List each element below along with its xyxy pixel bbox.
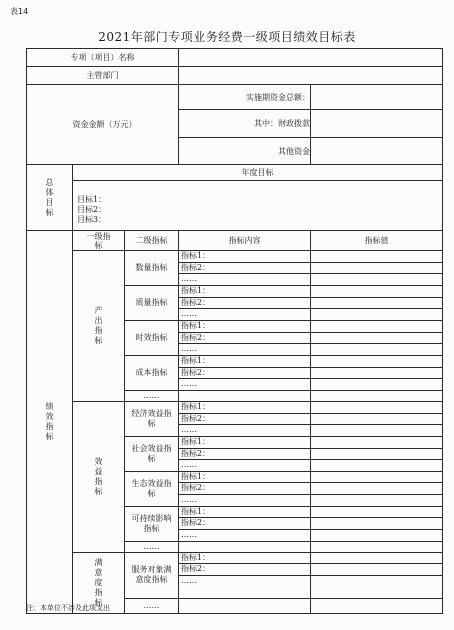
indicator-value-cell bbox=[311, 471, 443, 506]
indicator-content-line: 指标2： bbox=[179, 564, 310, 576]
indicator-content-line: …… bbox=[181, 576, 197, 586]
level2-header: 二级指标 bbox=[125, 231, 179, 251]
indicator-value-line bbox=[311, 391, 442, 401]
indicator-content-line: 指标1： bbox=[179, 437, 310, 449]
indicator-content-cell bbox=[179, 599, 311, 614]
level2-cell: …… bbox=[125, 541, 179, 552]
indicator-value-line bbox=[311, 483, 442, 495]
indicator-value-line bbox=[311, 368, 442, 380]
indicator-content-line: …… bbox=[181, 460, 197, 470]
funds-fiscal-label: 其中：财政拨款 bbox=[179, 110, 311, 138]
indicator-content-line: 指标2： bbox=[179, 298, 310, 310]
indicator-content-cell bbox=[179, 552, 311, 598]
indicator-content-line: 指标2： bbox=[179, 368, 310, 380]
level1-header: 一级指标 bbox=[73, 231, 125, 251]
indicator-value-line bbox=[311, 414, 442, 426]
indicator-value-line bbox=[311, 274, 442, 285]
indicator-value-line bbox=[311, 518, 442, 530]
project-name-value bbox=[179, 49, 443, 67]
level2-cell: 社会效益指标 bbox=[125, 436, 179, 471]
level2-cell: 成本指标 bbox=[125, 355, 179, 390]
level2-cell: 时效指标 bbox=[125, 320, 179, 355]
indicator-content-cell bbox=[179, 251, 311, 286]
dept-label: 主管部门 bbox=[27, 67, 179, 85]
indicator-value-line bbox=[311, 449, 442, 461]
indicator-value-line bbox=[311, 298, 442, 310]
indicator-value-cell bbox=[311, 285, 443, 320]
indicator-value-line bbox=[311, 542, 442, 552]
indicator-value-cell bbox=[311, 506, 443, 541]
annual-goals bbox=[73, 181, 443, 231]
indicator-value-line bbox=[311, 425, 442, 436]
indicator-content-line bbox=[179, 391, 310, 401]
indicator-value-cell bbox=[311, 320, 443, 355]
indicator-value-line bbox=[311, 437, 442, 449]
indicator-content-line: …… bbox=[181, 425, 197, 435]
indicator-value-line bbox=[311, 321, 442, 333]
indicator-value-line bbox=[311, 356, 442, 368]
indicator-content-line: 指标2： bbox=[179, 518, 310, 530]
indicator-content-line: 指标2： bbox=[179, 333, 310, 345]
indicator-value-cell bbox=[311, 251, 443, 286]
indicator-content-line: 指标2： bbox=[179, 263, 310, 275]
level2-cell: …… bbox=[125, 390, 179, 401]
goal-2: 目标2： bbox=[77, 205, 107, 214]
indicator-value-line bbox=[311, 564, 442, 576]
indicator-value-cell bbox=[311, 390, 443, 401]
level2-cell: 数量指标 bbox=[125, 251, 179, 286]
funds-other-value bbox=[311, 138, 443, 165]
indicator-value-line bbox=[311, 553, 442, 565]
indicator-value-cell bbox=[311, 401, 443, 436]
indicator-value-line bbox=[311, 333, 442, 345]
indicator-value-line bbox=[311, 576, 442, 587]
indicator-content-line: 指标2： bbox=[179, 483, 310, 495]
level2-cell: 经济效益指标 bbox=[125, 401, 179, 436]
indicator-value-line bbox=[311, 379, 442, 390]
level2-cell: 质量指标 bbox=[125, 285, 179, 320]
indicator-content-line: …… bbox=[181, 379, 197, 389]
funds-label: 资金金额（万元） bbox=[27, 85, 179, 165]
indicator-content-line: 指标1： bbox=[179, 507, 310, 519]
indicator-content-line: 指标1： bbox=[179, 553, 310, 565]
level1-cell: 产出指标 bbox=[73, 251, 125, 402]
level2-cell: 生态效益指标 bbox=[125, 471, 179, 506]
level1-cell: 效益指标 bbox=[73, 401, 125, 552]
page-title: 2021年部门专项业务经费一级项目绩效目标表 bbox=[98, 30, 356, 44]
content-header: 指标内容 bbox=[179, 231, 311, 251]
indicator-content-cell bbox=[179, 541, 311, 552]
table-number-label: 表14 bbox=[10, 7, 29, 16]
indicator-content-line: …… bbox=[181, 309, 197, 319]
indicator-content-line: 指标1： bbox=[179, 356, 310, 368]
indicator-content-line: 指标1： bbox=[179, 286, 310, 298]
indicator-content-cell bbox=[179, 390, 311, 401]
indicator-content-line: 指标2： bbox=[179, 449, 310, 461]
indicator-value-line bbox=[311, 251, 442, 263]
indicator-value-cell bbox=[311, 552, 443, 598]
indicator-value-line bbox=[311, 495, 442, 506]
indicator-content-line: 指标1： bbox=[179, 472, 310, 484]
indicator-value-line bbox=[311, 460, 442, 471]
indicator-value-line bbox=[311, 507, 442, 519]
indicator-content-line: …… bbox=[181, 274, 197, 284]
indicator-value-line bbox=[311, 599, 442, 609]
performance-goal-table bbox=[26, 48, 443, 614]
indicator-content-line bbox=[179, 599, 310, 609]
indicator-content-cell bbox=[179, 436, 311, 471]
indicator-content-cell bbox=[179, 401, 311, 436]
indicator-value-line bbox=[311, 472, 442, 484]
overall-goal-label: 总体目标 bbox=[27, 165, 73, 231]
goal-3: 目标3： bbox=[77, 215, 107, 224]
indicator-value-line bbox=[311, 344, 442, 355]
indicator-content-line: 指标1： bbox=[179, 402, 310, 414]
indicator-value-line bbox=[311, 286, 442, 298]
indicator-value-cell bbox=[311, 436, 443, 471]
indicator-content-line: 指标1： bbox=[179, 321, 310, 333]
indicator-value-line bbox=[311, 402, 442, 414]
indicator-value-line bbox=[311, 309, 442, 320]
indicator-content-cell bbox=[179, 285, 311, 320]
footnote: 注：本单位不涉及此项支出 bbox=[26, 604, 110, 612]
indicator-content-cell bbox=[179, 506, 311, 541]
indicator-content-line: …… bbox=[181, 344, 197, 354]
indicator-value-cell bbox=[311, 599, 443, 614]
indicator-content-cell bbox=[179, 355, 311, 390]
value-header: 指标值 bbox=[311, 231, 443, 251]
indicator-content-line: …… bbox=[181, 530, 197, 540]
funds-other-label: 其他资金 bbox=[179, 138, 311, 165]
level1-cell: 满意度指标 bbox=[73, 552, 125, 613]
indicator-content-line: 指标2： bbox=[179, 414, 310, 426]
indicator-value-cell bbox=[311, 541, 443, 552]
funds-total-value bbox=[311, 85, 443, 110]
goal-1: 目标1： bbox=[77, 195, 107, 204]
level2-cell: …… bbox=[125, 599, 179, 614]
level2-cell: 可持续影响指标 bbox=[125, 506, 179, 541]
indicator-value-line bbox=[311, 263, 442, 275]
project-name-label: 专项（项目）名称 bbox=[27, 49, 179, 67]
annual-goal-header: 年度目标 bbox=[73, 165, 443, 181]
indicator-value-line bbox=[311, 530, 442, 541]
level2-cell: 服务对象满意度指标 bbox=[125, 552, 179, 598]
perf-indicator-label: 绩效指标 bbox=[27, 231, 73, 614]
indicator-content-cell bbox=[179, 471, 311, 506]
funds-fiscal-value bbox=[311, 110, 443, 138]
indicator-content-line: …… bbox=[181, 495, 197, 505]
indicator-content-line: 指标1： bbox=[179, 251, 310, 263]
indicator-value-cell bbox=[311, 355, 443, 390]
funds-total-label: 实施期资金总额： bbox=[179, 85, 311, 110]
indicator-content-line bbox=[179, 542, 310, 552]
dept-value bbox=[179, 67, 443, 85]
indicator-content-cell bbox=[179, 320, 311, 355]
